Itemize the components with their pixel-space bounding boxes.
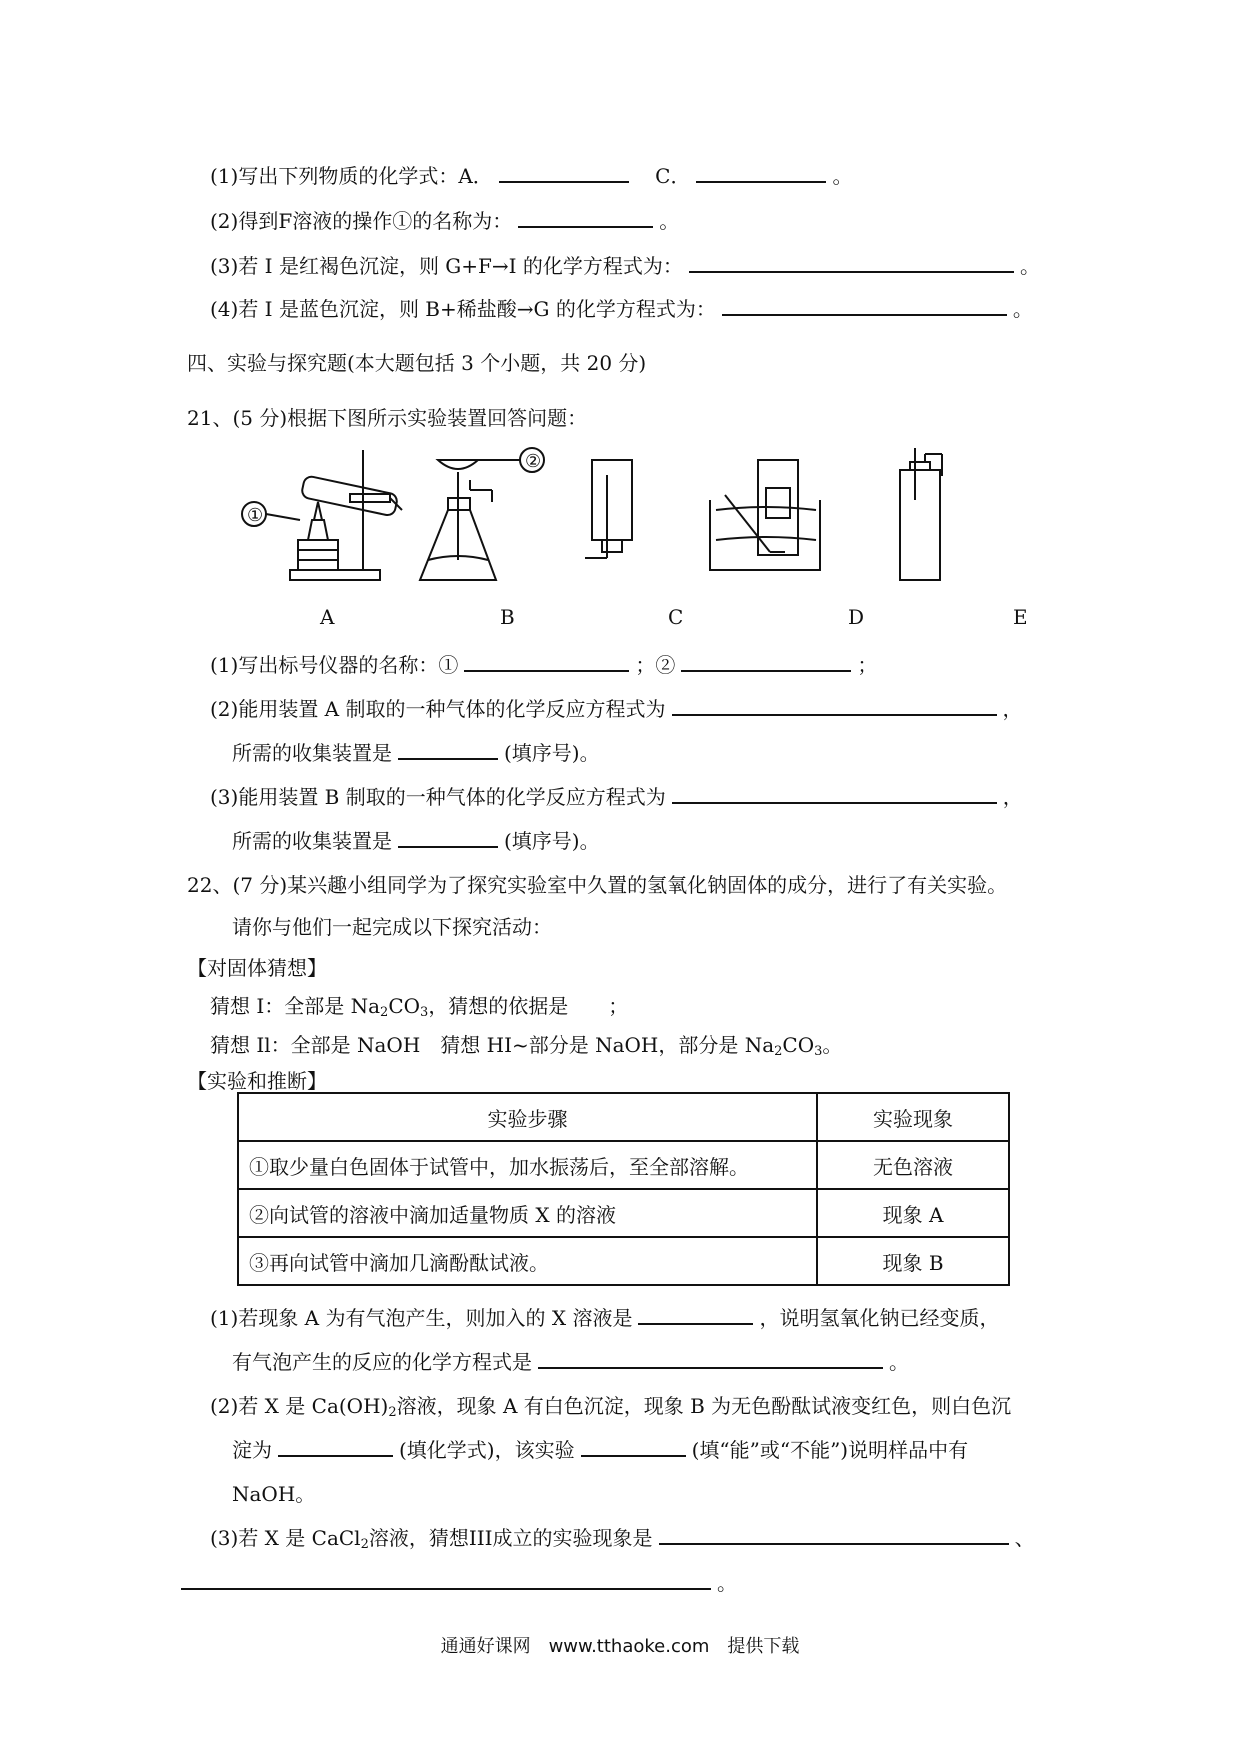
apparatus-e	[900, 448, 942, 580]
q22-part3	[210, 1525, 1035, 1558]
q22-part1b-end: 。	[889, 1350, 909, 1374]
q22-part2	[210, 1393, 1011, 1426]
q22-part1b	[232, 1349, 909, 1375]
guess-2-c: 。	[822, 1033, 843, 1057]
answer-blank-collect-b[interactable]	[398, 828, 498, 848]
q21-part1	[210, 652, 877, 678]
q20-part2-end: 。	[659, 209, 680, 233]
answer-blank-collect-a[interactable]	[398, 740, 498, 760]
q22-guess-2	[210, 1032, 842, 1065]
guess-2-sub1: 2	[774, 1044, 783, 1059]
table-cell-result: 无色溶液	[817, 1141, 1009, 1189]
q21-part2b-end: (填序号)。	[504, 741, 600, 765]
guess-2-sub2: 3	[814, 1044, 823, 1059]
q22-guess-1	[210, 993, 628, 1026]
guess-1-c: ，猜想的依据是 ；	[428, 994, 629, 1018]
table-cell-result: 现象 B	[817, 1237, 1009, 1285]
guess-1-a: 猜想 I：全部是 Na	[210, 994, 381, 1018]
apparatus-b	[420, 448, 544, 580]
q22-part1-end: ，说明氢氧化钠已经变质，	[759, 1306, 1000, 1330]
q22-part1b-text: 有气泡产生的反应的化学方程式是	[232, 1350, 532, 1374]
answer-blank-instrument-2[interactable]	[681, 652, 851, 672]
q21-part3b-end: (填序号)。	[504, 829, 600, 853]
table-row	[238, 1237, 1009, 1285]
table-header-steps: 实验步骤	[238, 1093, 817, 1141]
q21-part1-text: (1)写出标号仪器的名称：①	[210, 653, 459, 677]
q22-part2b	[232, 1437, 968, 1463]
q20-part2	[210, 208, 679, 234]
q22-part3-b: 溶液，猜想III成立的实验现象是	[368, 1526, 653, 1550]
q22-part3b	[181, 1570, 737, 1596]
answer-blank-equation-a[interactable]	[672, 696, 997, 716]
guess-2-a: 猜想 Il：全部是 NaOH 猜想 HI~部分是 NaOH，部分是 Na	[210, 1033, 775, 1057]
answer-blank-precipitate[interactable]	[278, 1437, 393, 1457]
figure-mark-1: ①	[247, 505, 264, 526]
q20-part3-text: (3)若 I 是红褐色沉淀，则 G+F→I 的化学方程式为：	[210, 254, 683, 278]
q22-part2-sub: 2	[388, 1405, 397, 1420]
q20-part1-end: 。	[832, 164, 853, 188]
q22-part1-text: (1)若现象 A 为有气泡产生，则加入的 X 溶液是	[210, 1306, 633, 1330]
q21-part2-text: (2)能用装置 A 制取的一种气体的化学反应方程式为	[210, 697, 666, 721]
figure-mark-2: ②	[525, 451, 542, 472]
answer-blank-equation-b[interactable]	[672, 784, 997, 804]
figure-label-b: B	[500, 605, 515, 629]
q20-part2-text: (2)得到F溶液的操作①的名称为：	[210, 209, 513, 233]
q22-part2b-text: 淀为	[232, 1438, 272, 1462]
figure-label-a: A	[320, 605, 335, 629]
figure-label-d: D	[848, 605, 865, 629]
q20-part1	[210, 163, 852, 189]
answer-blank-instrument-1[interactable]	[464, 652, 629, 672]
q22-part3b-end: 。	[717, 1571, 737, 1595]
q21-part1-mid: ；②	[635, 653, 676, 677]
q22-part3-sub: 2	[360, 1537, 369, 1552]
answer-blank-equation-g-f[interactable]	[689, 253, 1014, 273]
apparatus-d	[710, 460, 820, 570]
q22-stem: 22、(7 分)某兴趣小组同学为了探究实验室中久置的氢氧化钠固体的成分，进行了有关实验。	[187, 873, 1008, 897]
q22-part3-end: 、	[1014, 1526, 1035, 1550]
q21-part2b-text: 所需的收集装置是	[232, 741, 392, 765]
section4-title: 四、实验与探究题(本大题包括 3 个小题，共 20 分)	[187, 351, 647, 375]
q20-part4	[210, 296, 1033, 322]
apparatus-c	[585, 460, 632, 558]
apparatus-figure	[230, 440, 1090, 590]
q22-part2c: NaOH。	[232, 1482, 316, 1506]
q20-part4-text: (4)若 I 是蓝色沉淀，则 B+稀盐酸→G 的化学方程式为：	[210, 297, 716, 321]
guess-1-b: CO	[388, 994, 421, 1018]
guess-1-sub2: 3	[420, 1005, 429, 1020]
q20-part1-text: (1)写出下列物质的化学式：A．	[210, 164, 493, 188]
figure-label-e: E	[1013, 605, 1028, 629]
q20-part3	[210, 253, 1040, 279]
table-row	[238, 1189, 1009, 1237]
q22-part1	[210, 1305, 999, 1331]
q21-part3-text: (3)能用装置 B 制取的一种气体的化学反应方程式为	[210, 785, 666, 809]
q22-part2-a: (2)若 X 是 Ca(OH)	[210, 1394, 389, 1418]
q21-part2-end: ，	[1002, 697, 1023, 721]
table-header-row	[238, 1093, 1009, 1141]
answer-blank-phenomenon-1[interactable]	[659, 1525, 1009, 1545]
answer-blank-a[interactable]	[499, 163, 629, 183]
guess-1-sub1: 2	[380, 1005, 389, 1020]
q22-part2b-end: (填“能”或“不能”)说明样品中有	[691, 1438, 969, 1462]
q21-part3-end: ，	[1002, 785, 1023, 809]
table-cell-step: ③再向试管中滴加几滴酚酞试液。	[238, 1237, 817, 1285]
answer-blank-gas-equation[interactable]	[538, 1349, 883, 1369]
q22-heading-experiment: 【实验和推断】	[187, 1069, 327, 1093]
q21-stem: 21、(5 分)根据下图所示实验装置回答问题：	[187, 406, 588, 430]
page-footer: 通通好课网 www.tthaoke.com 提供下载	[440, 1636, 800, 1657]
q20-part4-end: 。	[1012, 297, 1033, 321]
table-row	[238, 1141, 1009, 1189]
q22-part2-b: 溶液，现象 A 有白色沉淀，现象 B 为无色酚酞试液变红色，则白色沉	[396, 1394, 1012, 1418]
answer-blank-phenomenon-2[interactable]	[181, 1570, 711, 1590]
answer-blank-x-solution[interactable]	[638, 1305, 753, 1325]
answer-blank-operation[interactable]	[518, 208, 653, 228]
guess-2-b: CO	[782, 1033, 815, 1057]
table-cell-step: ①取少量白色固体于试管中，加水振荡后，至全部溶解。	[238, 1141, 817, 1189]
figure-label-c: C	[668, 605, 684, 629]
q21-part2	[210, 696, 1023, 722]
table-cell-result: 现象 A	[817, 1189, 1009, 1237]
q22-part2b-mid: (填化学式)，该实验	[399, 1438, 575, 1462]
q21-part3b-text: 所需的收集装置是	[232, 829, 392, 853]
q20-part3-end: 。	[1019, 254, 1040, 278]
q22-stem-2: 请你与他们一起完成以下探究活动：	[232, 915, 552, 939]
q21-part3b	[232, 828, 600, 854]
q20-part1-c: C．	[655, 164, 691, 188]
answer-blank-can-or-cannot[interactable]	[581, 1437, 686, 1457]
apparatus-a	[242, 450, 402, 580]
answer-blank-equation-b-hcl[interactable]	[722, 296, 1007, 316]
q21-part1-end: ；	[857, 653, 878, 677]
q21-part2b	[232, 740, 600, 766]
q22-heading-guess: 【对固体猜想】	[187, 956, 327, 980]
answer-blank-c[interactable]	[696, 163, 826, 183]
table-header-phenomena: 实验现象	[817, 1093, 1009, 1141]
table-cell-step: ②向试管的溶液中滴加适量物质 X 的溶液	[238, 1189, 817, 1237]
q22-part3-a: (3)若 X 是 CaCl	[210, 1526, 361, 1550]
experiment-table	[237, 1092, 1010, 1286]
q21-part3	[210, 784, 1023, 810]
